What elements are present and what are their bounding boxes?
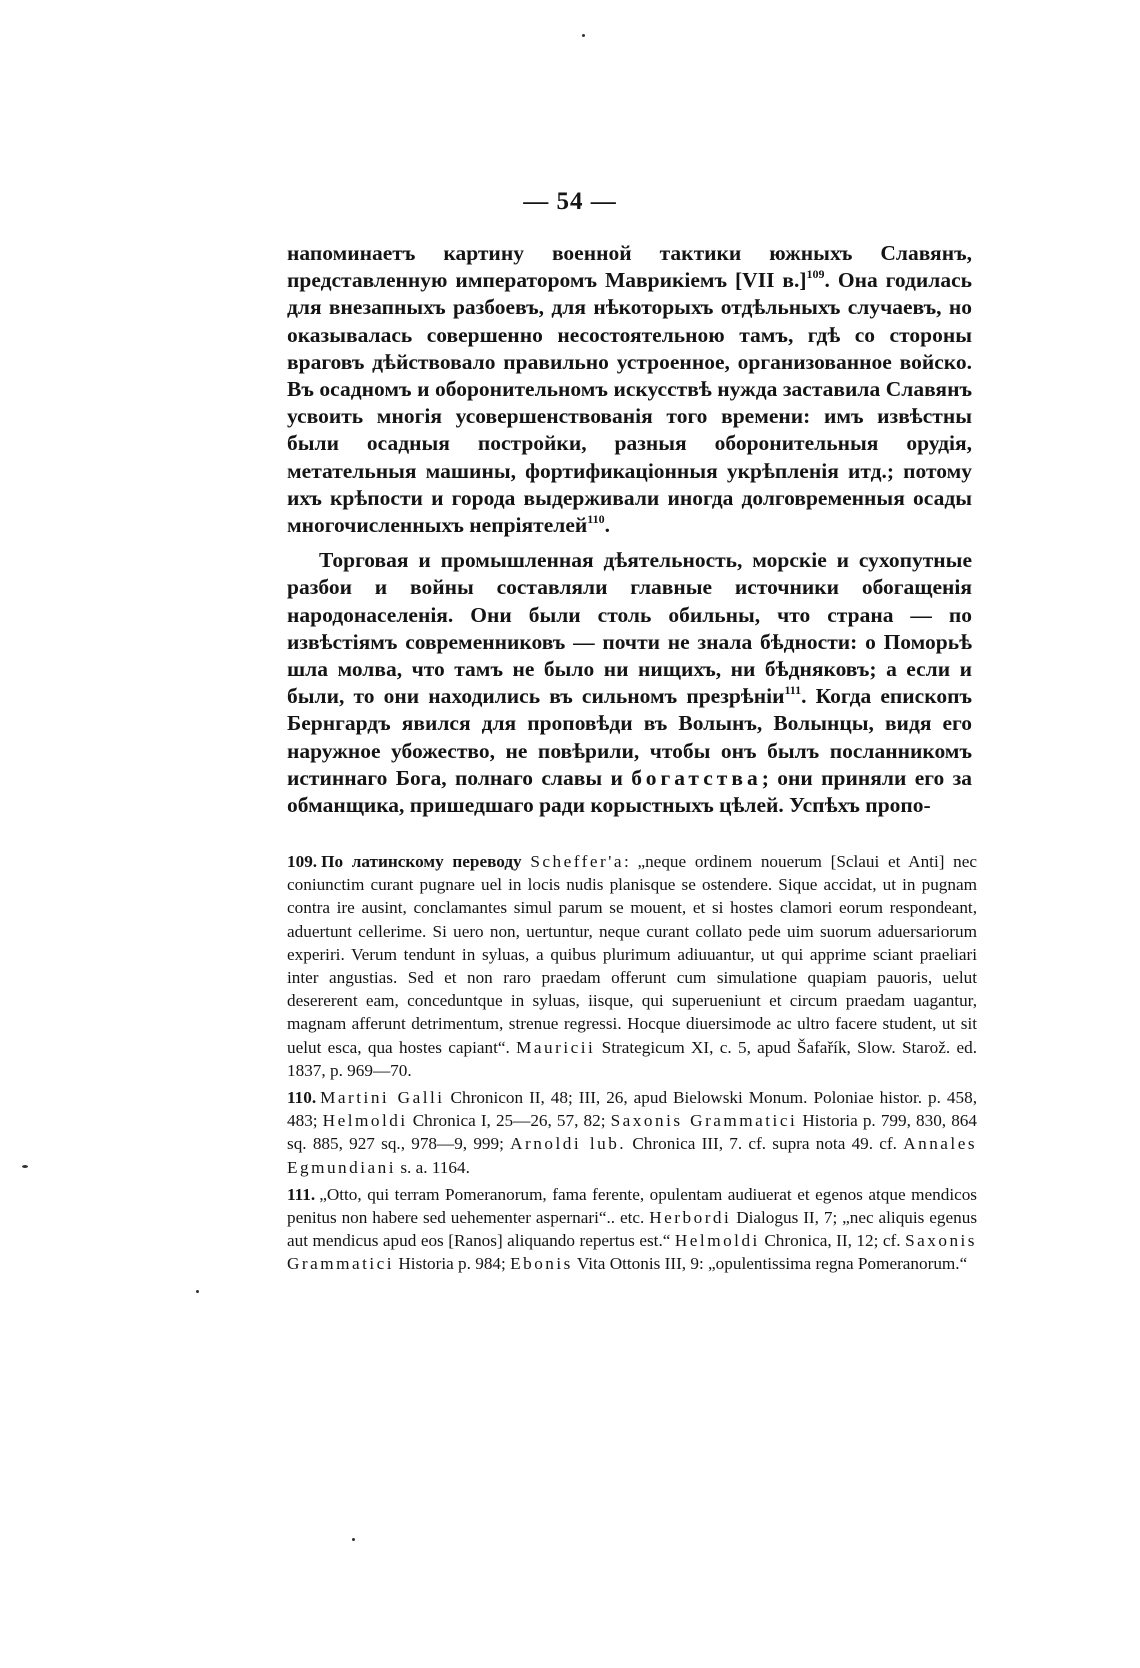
footnote-ref-110[interactable]: 110 xyxy=(587,512,605,527)
footnote-111: 111. „Otto, qui terram Pomeranorum, fama ferente, opulentam audiuerat et egenos atque mendicos penitus non habere sed uehementer aspernari“.. etc. Herbordi Dialogus II, 7; „nec aliquis egenus aut mendicus apud eos [Ranos] aliquando repertus est.“ Helmoldi Chronica, II, 12; cf. Saxonis Grammatici Historia p. 984; Ebonis Vita Ottonis III, 9: „opulentissima regna Pomeranorum.“ xyxy=(287,1184,978,1274)
paragraph-2: Торговая и промышленная дѣятельность, морскіе и сухопутные разбои и войны составляли главные источники обогащенія народонаселенія. Они были столь обильны, что страна — по извѣстіямъ современниковъ — почти не знала бѣдности: о Поморьѣ шла молва, что тамъ не было ни нищихъ, ни бѣдняковъ; а если и были, то они находились въ сильномъ презрѣніи$^{111}$. Когда епископъ Бернгардъ явился для проповѣди въ Волынъ, Волынцы, видя его наружное убожество, не повѣрили, чтобы онъ былъ посланникомъ истиннаго Бога, полнаго славы и богатства; они приняли его за обманщика, пришедшаго ради корыстныхъ цѣлей. Успѣхъ пропо- xyxy=(287,548,972,818)
scan-speck xyxy=(352,1538,355,1541)
footnote-number: 109. xyxy=(287,852,318,871)
main-text xyxy=(287,240,972,819)
footnote-109: 109. По латинскому переводу Scheffer'a: „neque ordinem nouerum [Sclaui et Anti] nec coniunctim curant pugnare uel in locis nudis planisque se ostendere. Sique accidat, ut in pugnam contra ire ausint, conclamantes simul parum se mouent, et si hostes clamori eorum respondeant, aduertunt cellerime. Si uero non, uertuntur, neque curant collato pede uim suorum aduersariorum experiri. Verum tendunt in syluas, a quibus plurimum adiuuantur, ut qui apprime sciant praeliari inter angustias. Sed et non raro praedam offerunt cum simulatione quapiam pauoris, uelut desererent eam, conceduntque in syluas, iisque, qui superueniunt et circum praedam uagantur, magnam afferunt detrimentum, strenue regressi. Hocque diuersimode ac ultro facere student, ut sit uelut esca, qua hostes capiant“. Mauricii Strategicum XI, c. 5, apud Šafařík, Slow. Starož. ed. 1837, p. 969—70. xyxy=(287,852,978,1080)
scan-speck xyxy=(582,34,585,37)
page-number: — 54 — xyxy=(523,188,617,215)
scan-speck xyxy=(196,1290,199,1293)
footnote-number: 111. xyxy=(287,1184,316,1204)
footnote-ref-111[interactable]: 111 xyxy=(784,683,802,698)
footnote-ref-109[interactable]: 109 xyxy=(806,267,825,282)
spaced-word: богатства xyxy=(631,765,762,790)
paragraph-1: напоминаетъ картину военной тактики южныхъ Славянъ, представленную императоромъ Маврикіемъ [VII в.]$^{109}$. Она годилась для внезапныхъ разбоевъ, для нѣкоторыхъ отдѣльныхъ случаевъ, но оказывалась совершенно несостоятельною тамъ, гдѣ со стороны враговъ дѣйствовало правильно устроенное, организованное войско. Въ осадномъ и оборонительномъ искусствѣ нужда заставила Славянъ усвоить многія усовершенствованія того времени: имъ извѣстны были осадныя постройки, разныя оборонительныя орудія, метательныя машины, фортификаціонныя укрѣпленія итд.; потому ихъ крѣпости и города выдерживали иногда долговременныя осады многочисленныхъ непріятелей$^{110}$. xyxy=(287,241,972,538)
footnotes xyxy=(287,850,977,1280)
footnote-number: 110. xyxy=(287,1088,317,1108)
scan-speck xyxy=(22,1165,28,1168)
footnote-110: 110. Martini Galli Chronicon II, 48; III, 26, apud Bielowski Monum. Poloniae histor. p. 458, 483; Helmoldi Chronica I, 25—26, 57, 82; Saxonis Grammatici Historia p. 799, 830, 864 sq. 885, 927 sq., 978—9, 999; Arnoldi lub. Chronica III, 7. cf. supra nota 49. cf. Annales Egmundiani s. a. 1164. xyxy=(287,1088,978,1177)
